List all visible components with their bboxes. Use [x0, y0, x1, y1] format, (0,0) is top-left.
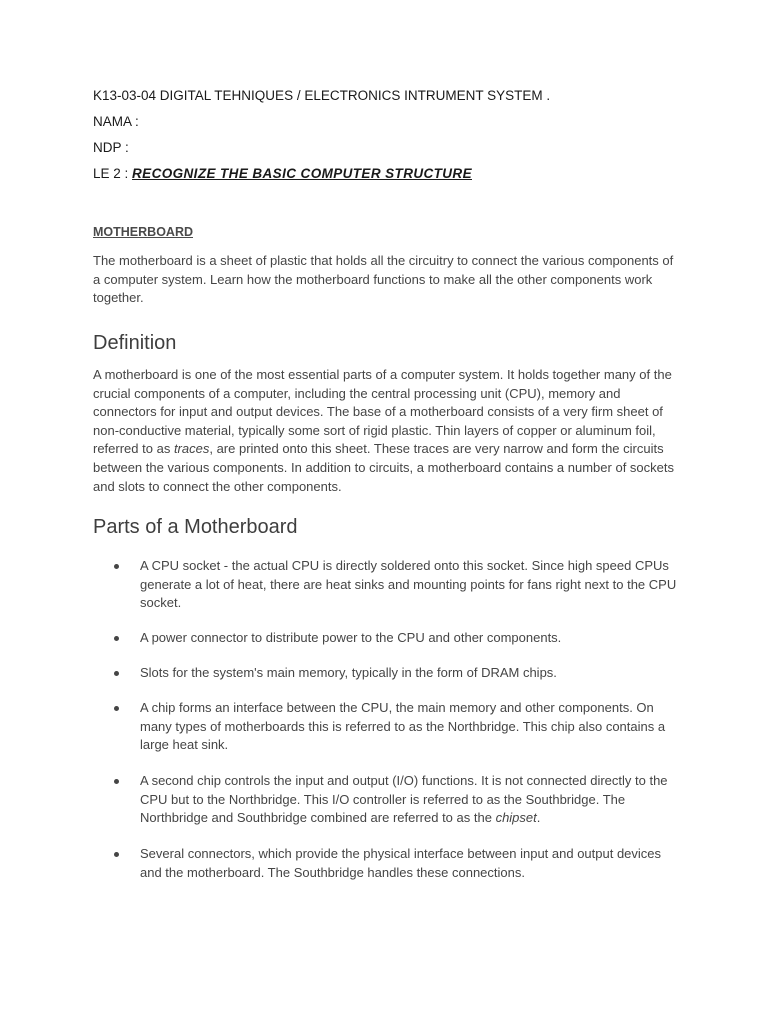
bullet-icon [114, 636, 119, 641]
definition-paragraph [93, 366, 683, 496]
section-heading: MOTHERBOARD [93, 225, 193, 239]
bullet-icon [114, 671, 119, 676]
list-item-text: A power connector to distribute power to the CPU and other components. [140, 630, 562, 645]
definition-text-part2: , are printed onto this sheet. These traces are very narrow and form the circuits between the various components. In addition to circuits, a motherboard contains a number of sockets and slots to connect the other components. [93, 441, 674, 494]
parts-heading: Parts of a Motherboard [93, 516, 298, 538]
list-item-text: Several connectors, which provide the physical interface between input and output devices and the motherboard. The Southbridge handles these connections. [140, 846, 662, 880]
intro-paragraph: The motherboard is a sheet of plastic that holds all the circuitry to connect the various components of a computer system. Learn how the motherboard functions to make all the other components work together. [93, 253, 674, 306]
list-item-text: A CPU socket - the actual CPU is directly soldered onto this socket. Since high speed CPUs generate a lot of heat, there are heat sinks and mounting points for fans right next to the CPU socket. [140, 558, 677, 611]
learning-element-prefix: LE 2 : [93, 166, 133, 181]
list-item-text-main: A second chip controls the input and output (I/O) functions. It is not connected directly to the CPU but to the Northbridge. This I/O controller is referred to as the Southbridge. The Northbridge and Southbridge combined are referred to as the [140, 773, 668, 826]
definition-heading: Definition [93, 332, 177, 354]
bullet-icon [114, 779, 119, 784]
bullet-icon [114, 564, 119, 569]
bullet-icon [114, 706, 119, 711]
learning-element-line [93, 166, 472, 182]
learning-element-topic: RECOGNIZE THE BASIC COMPUTER STRUCTURE [132, 166, 472, 181]
list-item-text: A chip forms an interface between the CPU, the main memory and other components. On many types of motherboards this is referred to as the Northbridge. This chip also contains a large heat sink. [140, 700, 666, 753]
list-item-text-tail: . [536, 810, 541, 826]
ndp-field-label: NDP : [93, 140, 129, 155]
definition-text-part1: A motherboard is one of the most essential parts of a computer system. It holds together many of the crucial components of a computer, including the central processing unit (CPU), memory and connectors for input and output devices. The base of a motherboard consists of a very firm sheet of non-conductive material, typically some sort of rigid plastic. Thin layers of copper or aluminum foil, referred to as [93, 367, 672, 457]
list-item-text: Slots for the system's main memory, typically in the form of DRAM chips. [140, 665, 557, 680]
list-item-text [140, 772, 685, 828]
name-field-label: NAMA : [93, 114, 139, 129]
bullet-icon [114, 852, 119, 857]
list-item-italic-term: chipset [495, 810, 537, 826]
document-title: K13-03-04 DIGITAL TEHNIQUES / ELECTRONICS INTRUMENT SYSTEM . [93, 88, 551, 103]
definition-italic-term: traces [173, 441, 210, 457]
